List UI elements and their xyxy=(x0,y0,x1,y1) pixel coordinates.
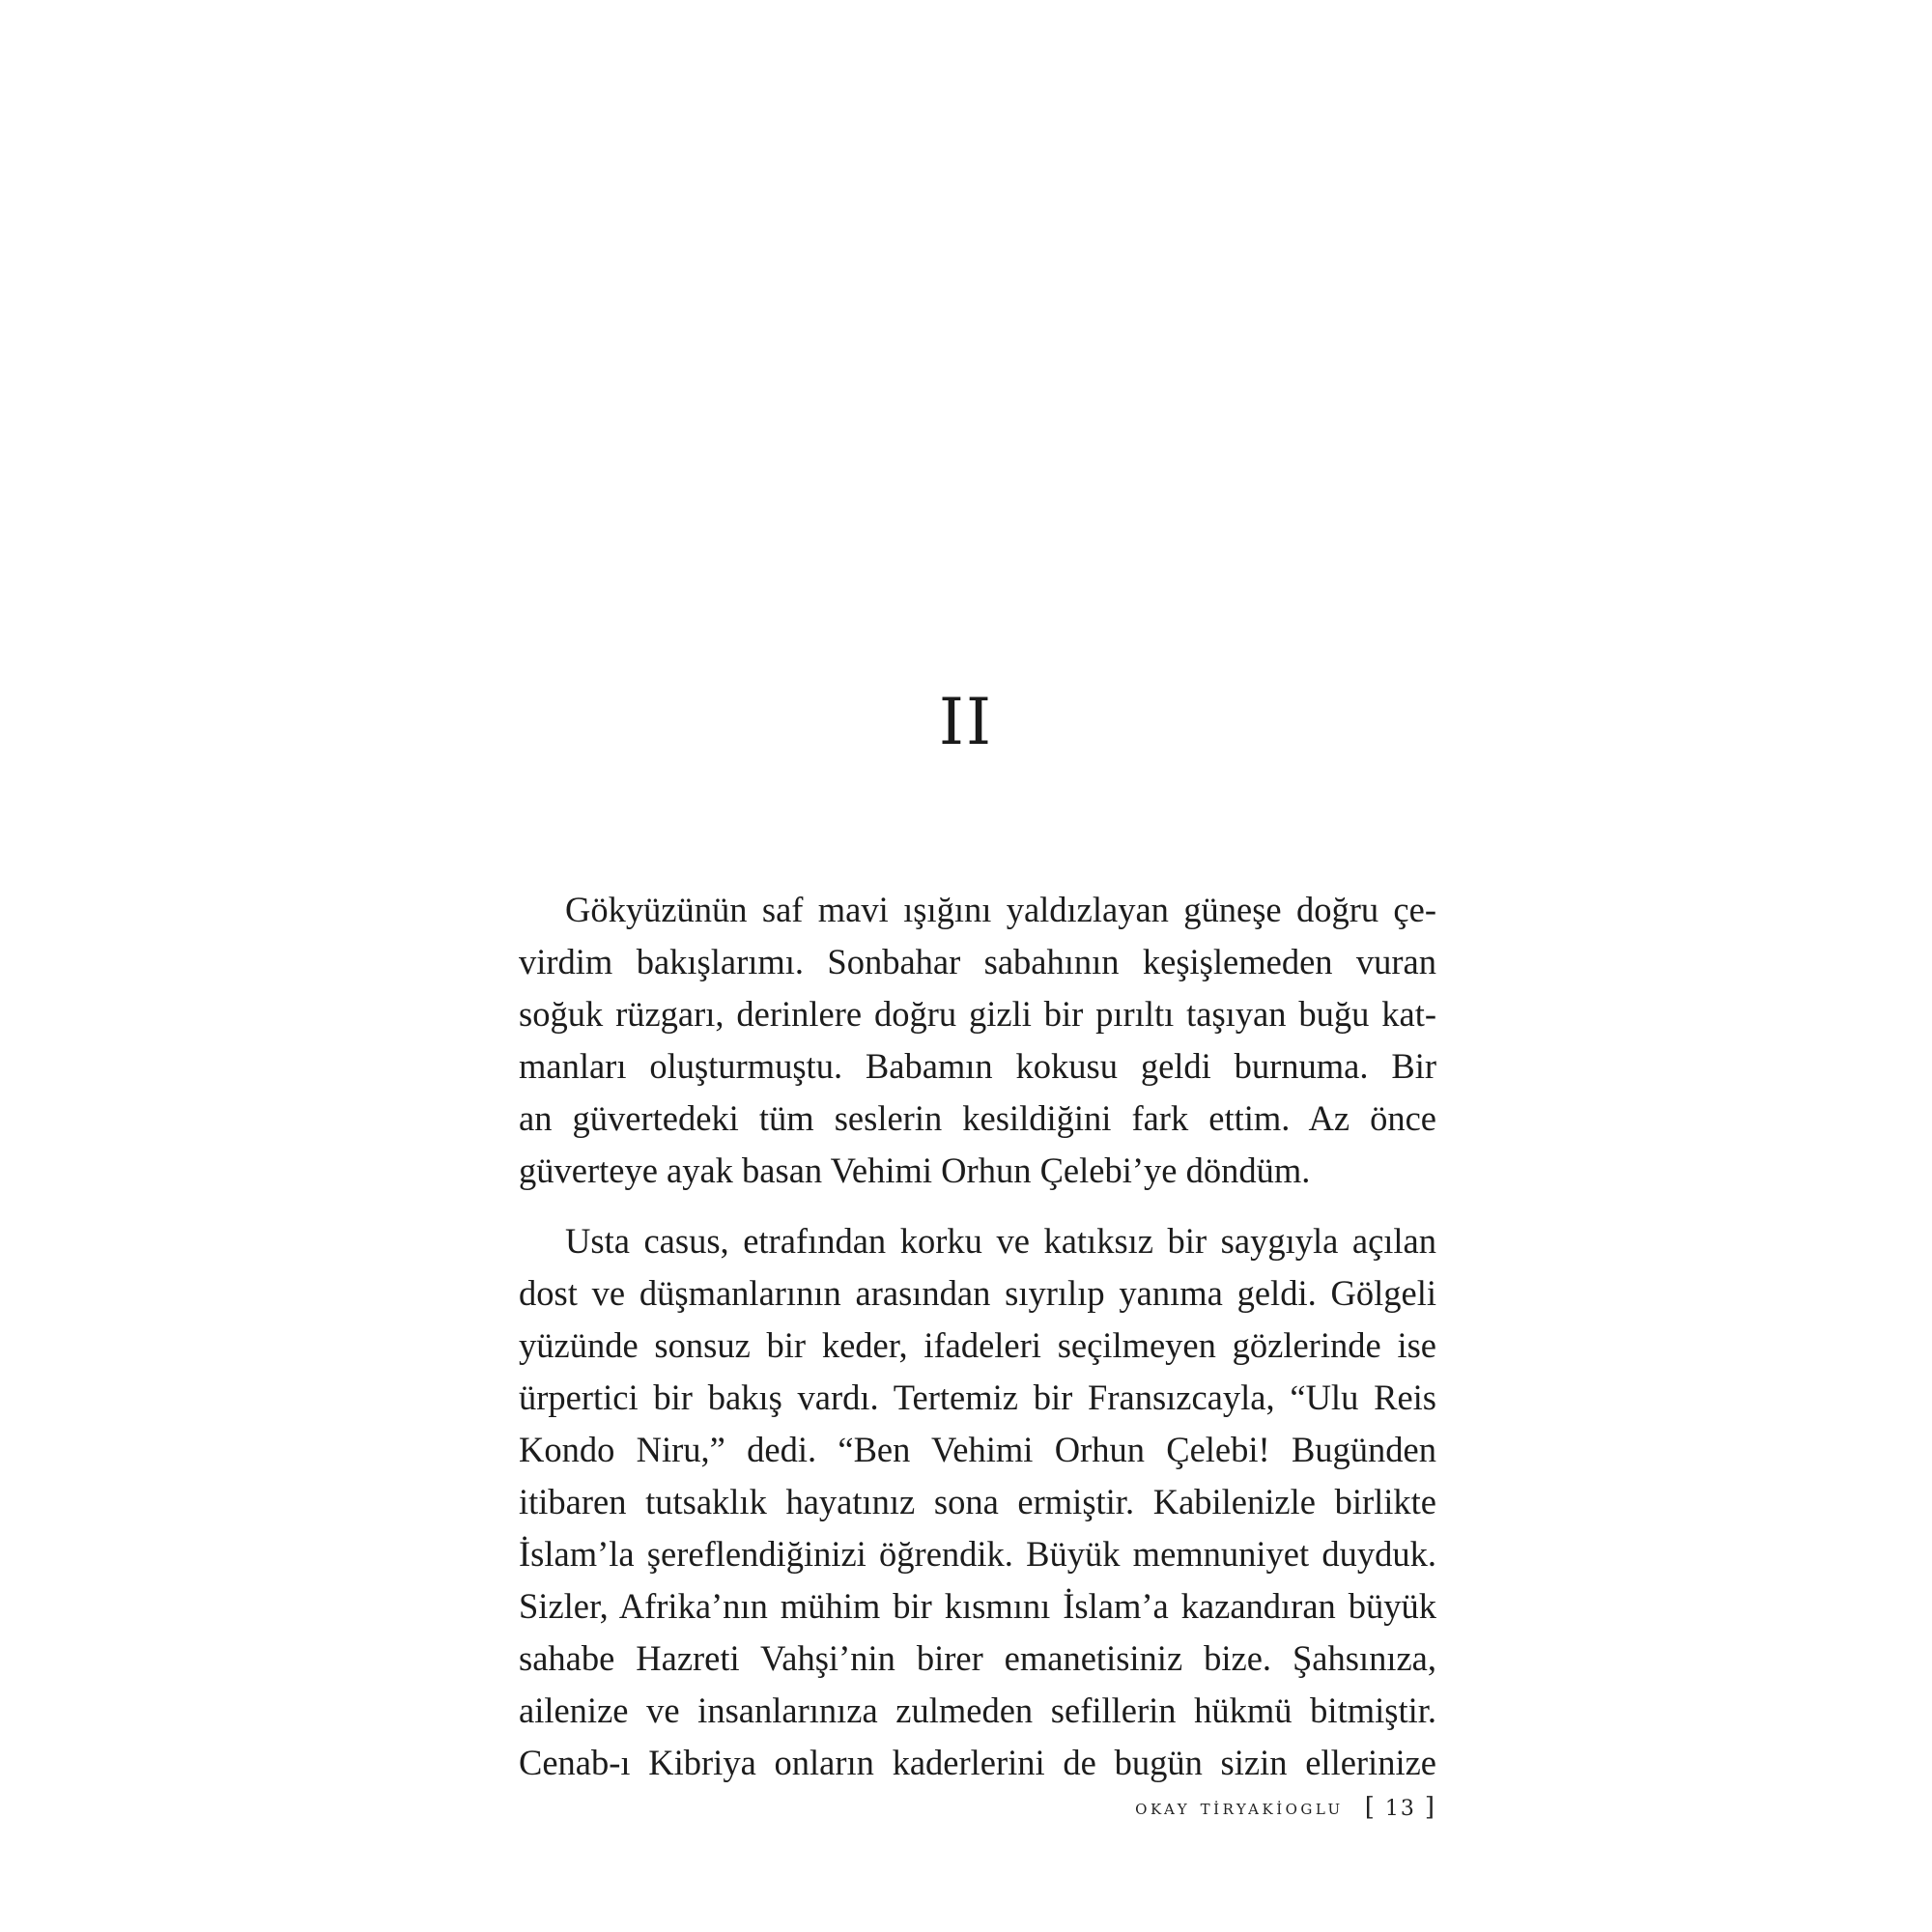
paragraph-1 xyxy=(519,884,1436,1197)
paragraph-2 xyxy=(519,1215,1436,1789)
text-line: ürpertici bir bakış vardı. Tertemiz bir Fransızcayla, “Ulu Reis xyxy=(519,1378,1436,1417)
text-line: soğuk rüzgarı, derinlere doğru gizli bir pırıltı taşıyan buğu kat- xyxy=(519,994,1436,1034)
body-text xyxy=(519,884,1436,1789)
text-line: ailenize ve insanlarınıza zulmeden sefillerin hükmü bitmiştir. xyxy=(519,1690,1436,1730)
running-footer xyxy=(1135,1793,1436,1822)
text-line: dost ve düşmanlarının arasından sıyrılıp yanıma geldi. Gölgeli xyxy=(519,1273,1436,1313)
chapter-number: II xyxy=(938,685,994,759)
text-line: yüzünde sonsuz bir keder, ifadeleri seçilmeyen gözlerinde ise xyxy=(519,1325,1436,1365)
text-line: Kondo Niru,” dedi. “Ben Vehimi Orhun Çelebi! Bugünden xyxy=(519,1430,1436,1469)
text-line: an güvertedeki tüm seslerin kesildiğini fark ettim. Az önce xyxy=(519,1098,1436,1138)
text-line: güverteye ayak basan Vehimi Orhun Çelebi’ye döndüm. xyxy=(519,1151,1311,1190)
text-line: manları oluşturmuştu. Babamın kokusu geldi burnuma. Bir xyxy=(519,1046,1436,1086)
text-line: İslam’la şereflendiğinizi öğrendik. Büyük memnuniyet duyduk. xyxy=(519,1534,1436,1574)
paragraph-spacer xyxy=(519,1197,1436,1215)
bracket-open: [ xyxy=(1364,1793,1377,1822)
text-line: sahabe Hazreti Vahşi’nin birer emanetisiniz bize. Şahsınıza, xyxy=(519,1638,1436,1678)
text-line: Usta casus, etrafından korku ve katıksız bir saygıyla açılan xyxy=(565,1221,1436,1261)
bracket-close: ] xyxy=(1424,1793,1436,1822)
author-name: okay ti̇ryaki̇oglu xyxy=(1135,1795,1344,1820)
text-line: Cenab-ı Kibriya onların kaderlerini de bugün sizin ellerinize xyxy=(519,1743,1436,1782)
text-line: Sizler, Afrika’nın mühim bir kısmını İslam’a kazandıran büyük xyxy=(519,1586,1436,1626)
page-number-block xyxy=(1365,1793,1436,1822)
text-line: itibaren tutsaklık hayatınız sona ermiştir. Kabilenizle birlikte xyxy=(519,1482,1436,1521)
text-line: Gökyüzünün saf mavi ışığını yaldızlayan güneşe doğru çe- xyxy=(565,890,1436,929)
text-line: virdim bakışlarımı. Sonbahar sabahının keşişlemeden vuran xyxy=(519,942,1436,981)
page-number: 13 xyxy=(1384,1797,1416,1821)
